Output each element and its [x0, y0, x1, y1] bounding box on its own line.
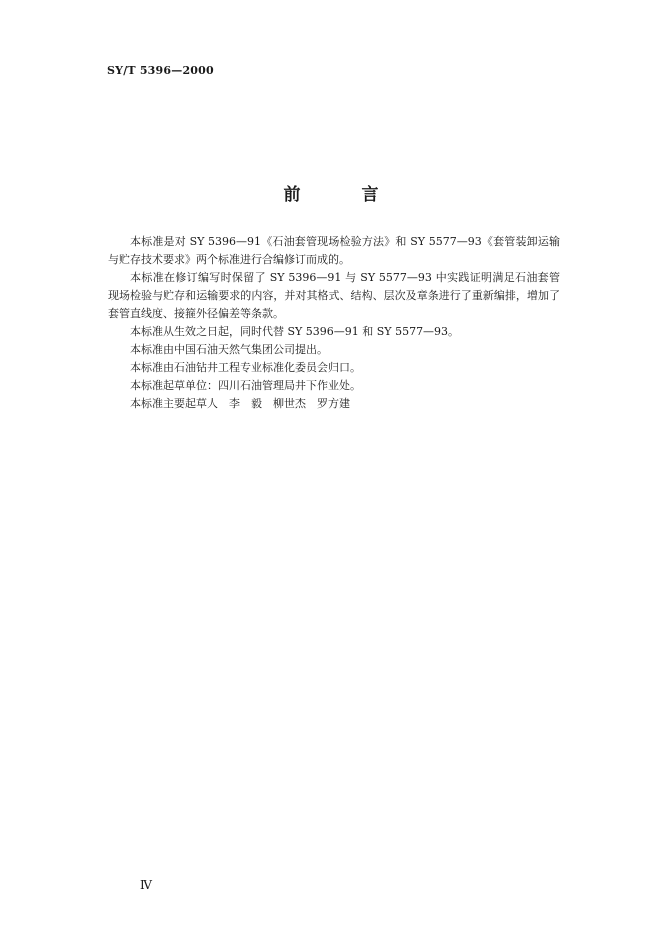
foreword-body — [108, 233, 560, 413]
paragraph-5: 本标准由石油钻井工程专业标准化委员会归口。 — [130, 361, 361, 374]
page-title: 前 言 — [283, 185, 401, 205]
paragraph-7: 本标准主要起草人 李 毅 柳世杰 罗方建 — [130, 397, 350, 410]
paragraph-3: 本标准从生效之日起，同时代替 SY 5396—91 和 SY 5577—93。 — [130, 325, 460, 338]
page-number: Ⅳ — [140, 878, 152, 892]
document-code: SY/T 5396—2000 — [107, 64, 214, 77]
paragraph-4: 本标准由中国石油天然气集团公司提出。 — [130, 343, 328, 356]
paragraph-2: 本标准在修订编写时保留了 SY 5396—91 与 SY 5577—93 中实践证明满足石油套管现场检验与贮存和运输要求的内容，并对其格式、结构、层次及章条进行了重新编排，增加了套管直线度、接箍外径偏差等条款。 — [108, 271, 560, 320]
paragraph-6: 本标准起草单位：四川石油管理局井下作业处。 — [130, 379, 361, 392]
paragraph-1: 本标准是对 SY 5396—91《石油套管现场检验方法》和 SY 5577—93《套管装卸运输与贮存技术要求》两个标准进行合编修订而成的。 — [108, 235, 560, 266]
